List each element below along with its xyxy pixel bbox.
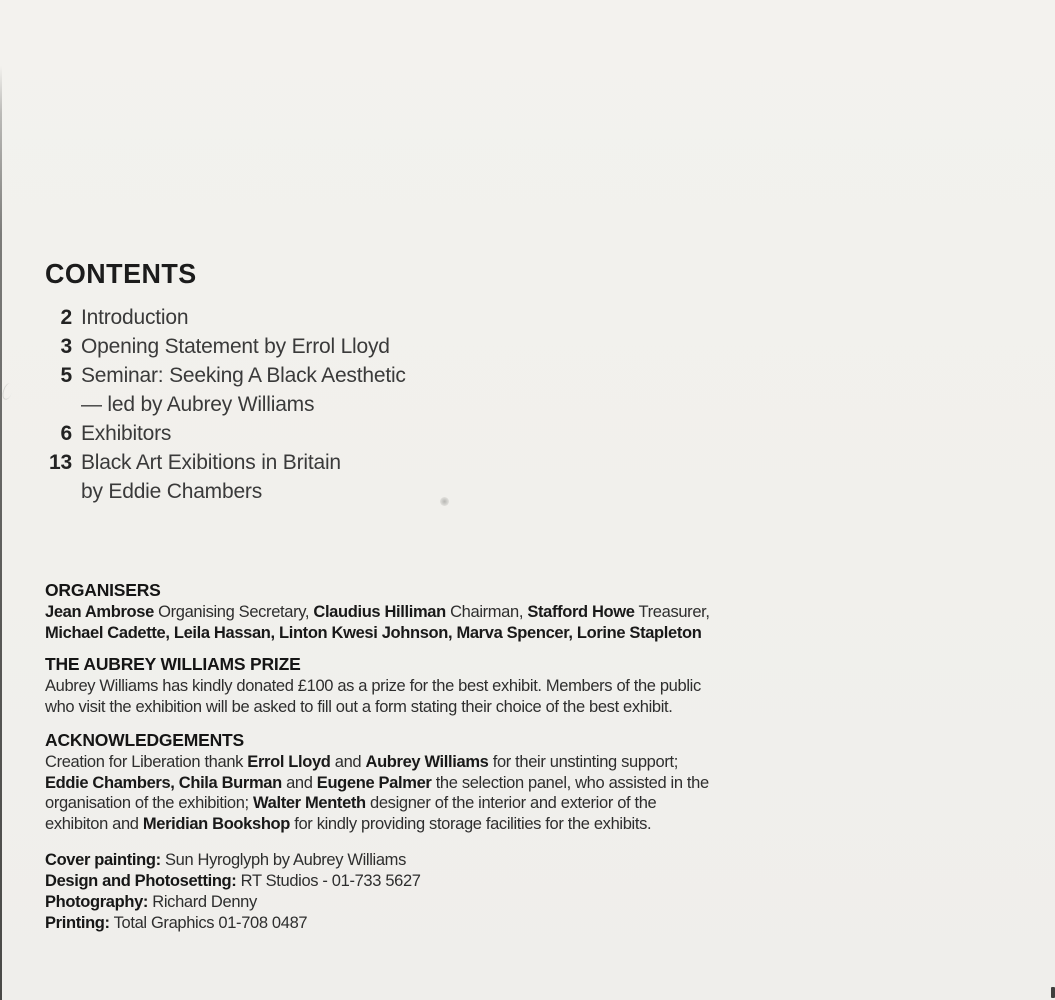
- credit-line: [45, 871, 421, 892]
- credit-label: Cover painting:: [45, 851, 161, 869]
- contents-heading: CONTENTS: [45, 258, 197, 289]
- text-segment: Michael Cadette, Leila Hassan, Linton Kwesi Johnson, Marva Spencer, Lorine Stapleton: [45, 623, 702, 642]
- toc-entry-text: Seminar: Seeking A Black Aesthetic: [81, 364, 406, 387]
- text-segment: the selection panel, who assisted in the: [431, 773, 709, 792]
- credit-line: [45, 850, 421, 871]
- toc-page-number: 2: [60, 306, 72, 329]
- toc-entry: [45, 303, 406, 332]
- text-segment: Jean Ambrose: [45, 603, 154, 621]
- credit-label: Printing:: [45, 914, 110, 932]
- text-segment: Chairman,: [445, 603, 528, 621]
- scan-edge-line: [0, 66, 2, 1000]
- scan-dust-speck: [440, 497, 449, 506]
- credit-label: Photography:: [45, 893, 149, 911]
- section-line: [45, 697, 710, 718]
- info-sections: [45, 581, 710, 834]
- section-line: [45, 814, 710, 835]
- section-line: [45, 773, 710, 794]
- text-segment: Eugene Palmer: [316, 773, 432, 792]
- credit-line: [45, 913, 421, 934]
- credit-value: Total Graphics 01-708 0487: [113, 914, 308, 932]
- toc-entry-text: — led by Aubrey Williams: [81, 393, 315, 416]
- section-organisers: [45, 581, 710, 643]
- credit-line: [45, 892, 421, 913]
- text-segment: Creation for Liberation thank: [45, 753, 248, 771]
- section-heading: THE AUBREY WILLIAMS PRIZE: [45, 654, 301, 674]
- section-heading: ACKNOWLEDGEMENTS: [45, 730, 245, 750]
- text-segment: Organising Secretary,: [153, 603, 314, 621]
- text-segment: Aubrey Williams: [365, 753, 489, 771]
- text-segment: for their unstinting support;: [488, 753, 678, 771]
- section-heading: ORGANISERS: [45, 580, 161, 600]
- toc-page-number: 6: [60, 422, 72, 445]
- section-acknowledgements: [45, 731, 710, 834]
- section-prize: [45, 655, 710, 717]
- toc-entry: [45, 390, 406, 419]
- credits-block: [45, 850, 421, 934]
- text-segment: Stafford Howe: [527, 603, 635, 621]
- toc-entry-text: Opening Statement by Errol Lloyd: [81, 335, 390, 358]
- toc-page-number: 13: [49, 451, 72, 474]
- text-segment: designer of the interior and exterior of the: [365, 794, 657, 812]
- text-segment: Treasurer,: [634, 603, 710, 621]
- text-segment: exhibiton and: [45, 814, 143, 833]
- text-segment: Errol Lloyd: [247, 753, 331, 771]
- toc-entry: [45, 419, 406, 448]
- section-line: [45, 623, 710, 644]
- credit-value: RT Studios - 01-733 5627: [240, 872, 421, 890]
- text-segment: organisation of the exhibition;: [45, 794, 254, 812]
- text-segment: and: [330, 753, 366, 771]
- toc-entry-text: Exhibitors: [81, 422, 172, 445]
- text-segment: Walter Menteth: [253, 794, 366, 812]
- text-segment: for kindly providing storage facilities for the exhibits.: [290, 814, 652, 833]
- text-segment: Claudius Hilliman: [313, 603, 446, 621]
- section-line: [45, 793, 710, 814]
- scan-corner-mark: [1051, 987, 1055, 998]
- toc-page-number: 3: [60, 335, 72, 358]
- toc-entry: [45, 361, 406, 390]
- toc-entry-text: Introduction: [81, 306, 189, 329]
- text-segment: Aubrey Williams has kindly donated £100 as a prize for the best exhibit. Members of the public: [45, 677, 701, 695]
- section-line: [45, 752, 710, 773]
- toc-entry: [45, 332, 406, 361]
- toc-entry: [45, 477, 406, 506]
- toc-entry-text: Black Art Exibitions in Britain: [81, 451, 341, 474]
- toc-entry-text: by Eddie Chambers: [81, 480, 263, 503]
- scan-smudge-mark: [1, 382, 15, 401]
- credit-value: Richard Denny: [152, 893, 257, 911]
- section-line: [45, 676, 710, 697]
- text-segment: Meridian Bookshop: [142, 814, 291, 833]
- credit-value: Sun Hyroglyph by Aubrey Williams: [165, 851, 406, 869]
- text-segment: Eddie Chambers, Chila Burman: [45, 773, 282, 792]
- toc-page-number: 5: [60, 364, 72, 387]
- text-segment: who visit the exhibition will be asked to fill out a form stating their choice of the best exhibit.: [45, 697, 673, 716]
- text-segment: and: [281, 773, 317, 792]
- section-line: [45, 602, 710, 623]
- toc-entry: [45, 448, 406, 477]
- contents-block: [45, 258, 406, 506]
- toc-list: [45, 303, 406, 506]
- credit-label: Design and Photosetting:: [45, 872, 237, 890]
